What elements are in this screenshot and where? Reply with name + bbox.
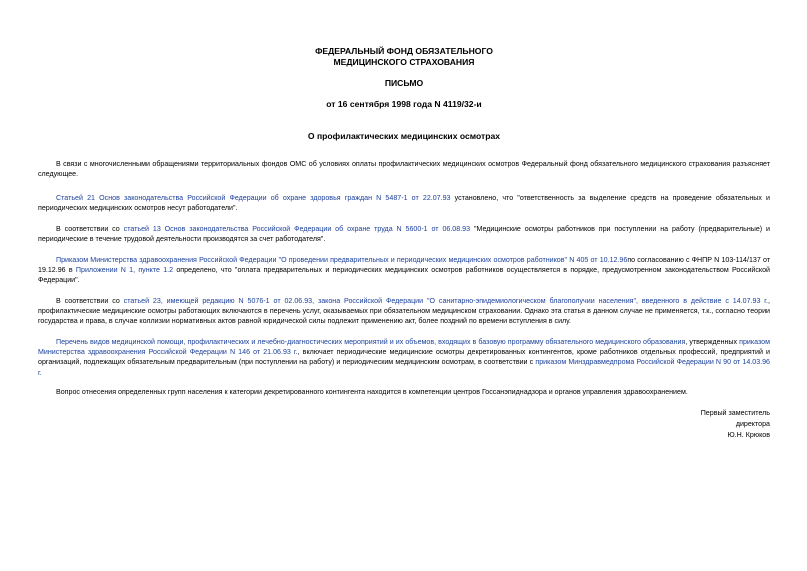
- paragraph-3-prefix: В соответствии со: [56, 225, 124, 233]
- document-subject: О профилактических медицинских осмотрах: [307, 131, 501, 141]
- paragraph-4-text-2: определено, что "оплата предварительных и периодических медицинских осмотров работников осуществляется в порядке, предусмотренном законодательством Российской Федерации".: [38, 266, 771, 285]
- paragraph-4: [38, 255, 770, 286]
- paragraph-6-text-2: , включает периодические медицинские осмотры декретированных контингентов, кроме работников отдельных профессий, предприятий и организаций, подлежащих обязательным предварительным (при поступлении на работу) и периодическим медицинским осмотрам, в соответствии с: [38, 348, 770, 367]
- paragraph-1: [38, 159, 770, 179]
- signature-name: Ю.Н. Крюков: [727, 431, 770, 439]
- order-link-405[interactable]: Приказом Министерства здравоохранения Российской Федерации "О проведении предварительных и периодических медицинских осмотров работников" N 405 от 10.12.96: [56, 256, 628, 264]
- paragraph-4-text-1: по согласованию с ФНПР N 103-114/137 от 19.12.96 в: [38, 256, 770, 275]
- paragraph-2: [38, 193, 770, 213]
- law-link-article-23[interactable]: статьей 23, имеющей редакцию N 5076-1 от 02.06.93, закона Российской Федерации "О санитарно-эпидемиологическом благополучии населения", введенного в действие с 14.07.93 г.: [123, 297, 769, 305]
- document-type: ПИСЬМО: [384, 78, 424, 88]
- document-date-number: от 16 сентября 1998 года N 4119/32-и: [326, 99, 482, 109]
- appendix-link-1-2[interactable]: Приложении N 1, пункте 1.2: [75, 266, 174, 275]
- paragraph-5-prefix: В соответствии со: [56, 297, 124, 305]
- law-link-article-21[interactable]: Статьей 21 Основ законодательства Российской Федерации об охране здоровья граждан N 5487-1 от 22.07.93: [56, 194, 451, 202]
- organization-heading: [38, 46, 770, 67]
- org-line-2: МЕДИЦИНСКОГО СТРАХОВАНИЯ: [333, 56, 475, 67]
- paragraph-7-text: Вопрос отнесения определенных групп населения к категории декретированного контингента находится в компетенции центров Госсанэпиднадзора и органов управления здравоохранением.: [56, 388, 688, 396]
- signature-position-2: директора: [735, 420, 770, 428]
- signature-position: Первый заместитель: [700, 409, 770, 417]
- paragraph-6-text-1: , утвержденных: [685, 338, 740, 346]
- paragraph-2-text: установлено, что "ответственность за выделение средств на проведение обязательных и периодических медицинских осмотров несут работодатели".: [38, 194, 770, 213]
- paragraph-3: [38, 224, 770, 244]
- law-link-article-13[interactable]: статьей 13 Основ законодательства Российской Федерации об охране труда N 5600-1 от 06.08.93: [123, 225, 471, 233]
- order-link-90[interactable]: приказом Минздравмедпрома Российской Федерации N 90 от 14.03.96 г.: [38, 358, 770, 377]
- paragraph-5: [38, 296, 770, 327]
- paragraph-6: [38, 337, 770, 378]
- services-list-link[interactable]: Перечень видов медицинской помощи, профилактических и лечебно-диагностических мероприятий и их объемов, входящих в базовую программу обязательного медицинского образования: [56, 338, 686, 346]
- paragraph-1-text: В связи с многочисленными обращениями территориальных фондов ОМС об условиях оплаты профилактических медицинских осмотров Федеральный фонд обязательного медицинского страхования разъясняет следующее.: [38, 160, 770, 179]
- paragraph-7: [38, 387, 770, 397]
- paragraph-5-text: , профилактические медицинские осмотры работающих включаются в перечень услуг, оказываемых при обязательном медицинском страховании. Однако эта статья в данном случае не применяется, т.к., согласно теории государства и права, в случае коллизии нормативных актов равной юридической силы подлежит применению акт, более поздний по времени вступления в силу.: [38, 297, 770, 326]
- signature-block: [701, 408, 770, 441]
- paragraph-3-text: "Медицинские осмотры работников при поступлении на работу (предварительные) и периодические в течение трудовой деятельности производятся за счет работодателя".: [38, 225, 770, 244]
- order-link-146[interactable]: приказом Министерства здравоохранения Российской Федерации N 146 от 21.06.93 г.: [38, 338, 770, 357]
- org-line-1: ФЕДЕРАЛЬНЫЙ ФОНД ОБЯЗАТЕЛЬНОГО: [315, 46, 493, 56]
